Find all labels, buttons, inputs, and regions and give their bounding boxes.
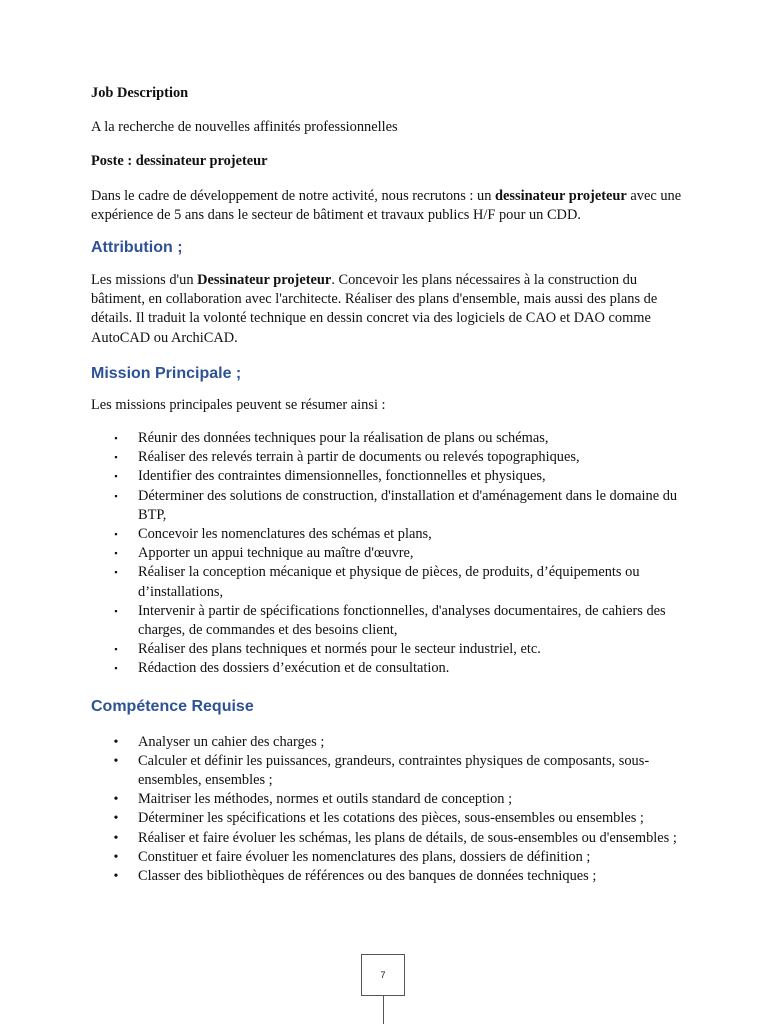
- attribution-paragraph: [91, 271, 691, 348]
- page-number-box: [361, 954, 405, 996]
- attribution-text-bold: Dessinateur projeteur: [197, 272, 332, 289]
- list-item: [91, 448, 691, 467]
- mission-heading: Mission Principale ;: [91, 364, 242, 382]
- list-item: [91, 848, 691, 867]
- bullet-icon: •: [113, 792, 119, 808]
- bullet-icon: ▪: [114, 548, 118, 559]
- list-item-text: Calculer et définir les puissances, grandeurs, contraintes physiques de composants, sous-ensembles, ensembles ;: [138, 752, 650, 789]
- list-item-text: Réaliser et faire évoluer les schémas, les plans de détails, de sous-ensembles ou d'ensembles ;: [138, 829, 677, 846]
- document-title: Job Description: [91, 85, 189, 101]
- list-item-text: Constituer et faire évoluer les nomenclatures des plans, dossiers de définition ;: [138, 848, 591, 865]
- list-item-text: Intervenir à partir de spécifications fonctionnelles, d'analyses documentaires, de cahiers des charges, de commandes et des besoins client,: [138, 602, 666, 639]
- document-subtitle: A la recherche de nouvelles affinités professionnelles: [91, 119, 398, 136]
- list-item: [91, 525, 691, 544]
- bullet-icon: ▪: [114, 490, 118, 501]
- attribution-text-after: . Concevoir les plans nécessaires à la construction du bâtiment, en collaboration avec l'architecte. Réaliser des plans d'ensemble, mais aussi des plans de détails. Il traduit la volonté technique en dessin concret via des logiciels de CAO et DAO comme AutoCAD ou ArchiCAD.: [91, 272, 658, 346]
- list-item-text: Déterminer les spécifications et les cotations des pièces, sous-ensembles ou ensembles ;: [138, 810, 644, 827]
- list-item-text: Classer des bibliothèques de références ou des banques de données techniques ;: [138, 868, 597, 885]
- list-item: [91, 602, 691, 640]
- list-item-text: Réunir des données techniques pour la réalisation de plans ou schémas,: [138, 430, 549, 447]
- bullet-icon: •: [113, 849, 119, 865]
- bullet-icon: ▪: [114, 529, 118, 540]
- bullet-icon: •: [113, 734, 119, 750]
- bullet-icon: ▪: [114, 605, 118, 616]
- list-item-text: Réaliser des relevés terrain à partir de documents ou relevés topographiques,: [138, 449, 580, 466]
- list-item: [91, 829, 691, 848]
- page-number: 7: [380, 970, 386, 980]
- intro-text-bold: dessinateur projeteur: [495, 187, 627, 204]
- competence-heading: Compétence Requise: [91, 697, 254, 715]
- bullet-icon: •: [113, 753, 119, 769]
- list-item: [91, 563, 691, 601]
- list-item-text: Concevoir les nomenclatures des schémas et plans,: [138, 526, 432, 543]
- list-item: [91, 752, 691, 790]
- list-item-text: Réaliser des plans techniques et normés pour le secteur industriel, etc.: [138, 641, 541, 658]
- list-item-text: Déterminer des solutions de construction, d'installation et d'aménagement dans le domaine du BTP,: [138, 487, 678, 523]
- attribution-heading: Attribution ;: [91, 239, 183, 257]
- intro-paragraph: [91, 187, 691, 225]
- list-item: [91, 467, 691, 486]
- list-item: [91, 809, 691, 828]
- list-item: [91, 867, 691, 886]
- bullet-icon: ▪: [114, 644, 118, 655]
- intro-text-after: avec une expérience de 5 ans dans le secteur de bâtiment et travaux publics H/F pour un CDD.: [91, 187, 682, 223]
- bullet-icon: •: [113, 869, 119, 885]
- document-body: [91, 84, 691, 886]
- page-number-stem: [383, 996, 384, 1024]
- list-item: [91, 733, 691, 752]
- poste-line: Poste : dessinateur projeteur: [91, 153, 268, 170]
- bullet-icon: ▪: [114, 663, 118, 674]
- list-item-text: Apporter un appui technique au maître d'œuvre,: [138, 545, 414, 562]
- list-item-text: Réaliser la conception mécanique et physique de pièces, de produits, d’équipements ou d’installations,: [138, 564, 640, 600]
- attribution-text-before: Les missions d'un: [91, 272, 198, 289]
- list-item-text: Maitriser les méthodes, normes et outils standard de conception ;: [138, 791, 513, 808]
- mission-list: [91, 429, 691, 679]
- bullet-icon: ▪: [114, 567, 118, 578]
- list-item-text: Analyser un cahier des charges ;: [138, 733, 325, 750]
- list-item: [91, 487, 691, 525]
- list-item-text: Rédaction des dossiers d’exécution et de consultation.: [138, 660, 450, 677]
- list-item: [91, 429, 691, 448]
- bullet-icon: ▪: [114, 471, 118, 482]
- bullet-icon: •: [113, 811, 119, 827]
- list-item-text: Identifier des contraintes dimensionnelles, fonctionnelles et physiques,: [138, 468, 546, 485]
- intro-text-before: Dans le cadre de développement de notre activité, nous recrutons : un: [91, 187, 495, 204]
- list-item: [91, 790, 691, 809]
- list-item: [91, 640, 691, 659]
- bullet-icon: ▪: [114, 433, 118, 444]
- bullet-icon: ▪: [114, 452, 118, 463]
- competence-list: [91, 733, 691, 887]
- list-item: [91, 659, 691, 678]
- bullet-icon: •: [113, 830, 119, 846]
- mission-intro: Les missions principales peuvent se résumer ainsi :: [91, 396, 386, 413]
- list-item: [91, 544, 691, 563]
